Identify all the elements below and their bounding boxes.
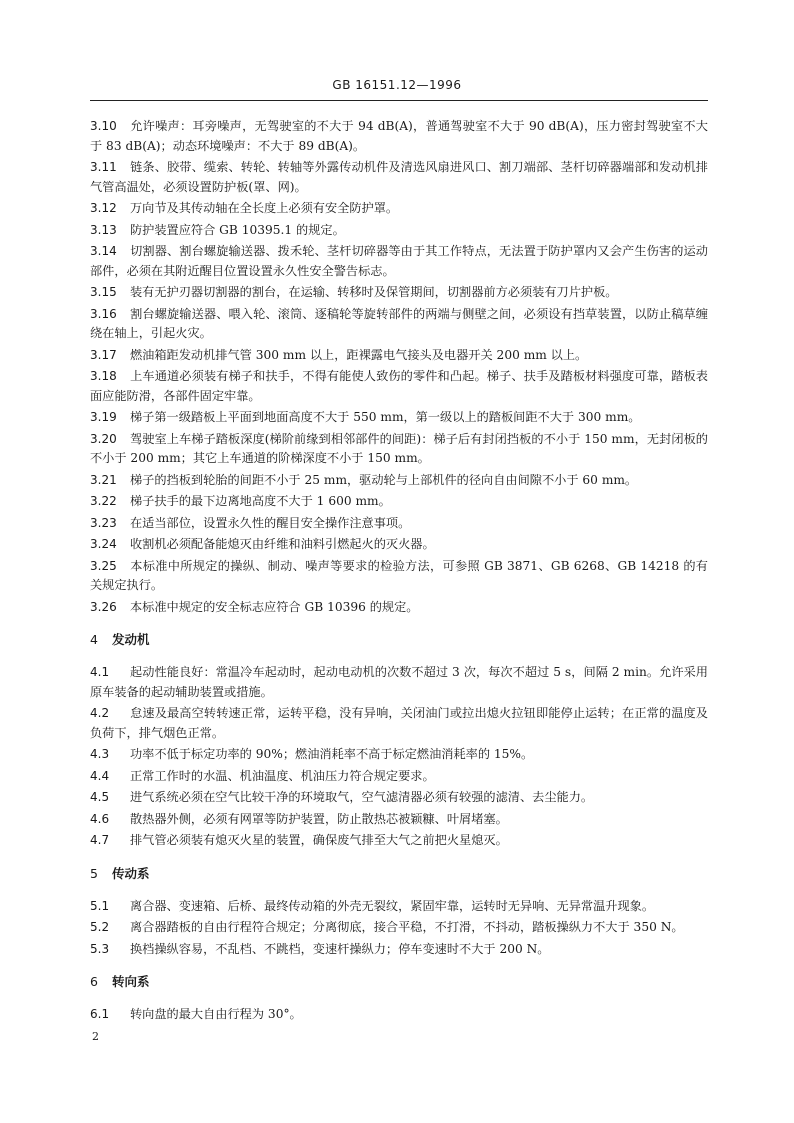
clause-item [90, 788, 708, 808]
clause-number: 3.19 [90, 410, 117, 424]
document-header [0, 78, 794, 92]
clause-number: 4.3 [90, 747, 110, 761]
clause-number: 3.21 [90, 472, 117, 487]
clause-text: 本标准中所规定的操纵、制动、噪声等要求的检验方法，可参照 GB 3871、GB 6268、GB 14218 的有关规定执行。 [90, 558, 708, 592]
clause-item [90, 492, 708, 512]
clause-number: 3.15 [90, 285, 117, 299]
clause-text: 切割器、割台螺旋输送器、拨禾轮、茎杆切碎器等由于其工作特点，无法置于防护罩内又会产生伤害的运动部件，必须在其附近醒目位置设置永久性安全警告标志。 [90, 244, 708, 278]
clause-text: 在适当部位，设置永久性的醒目安全操作注意事项。 [130, 515, 411, 530]
clause-item [90, 242, 708, 281]
clause-group-5 [90, 897, 708, 960]
clause-item [90, 535, 708, 555]
clause-item [90, 514, 708, 534]
clause-text: 离合器、变速箱、后桥、最终传动箱的外壳无裂纹，紧固牢靠，运转时无异响、无异常温升现象。 [130, 898, 655, 913]
clause-text: 正常工作时的水温、机油温度、机油压力符合规定要求。 [130, 768, 435, 783]
section-heading-engine [90, 631, 708, 649]
clause-number: 3.22 [90, 494, 117, 508]
clause-number: 3.24 [90, 537, 117, 551]
clause-number: 4.7 [90, 833, 110, 847]
clause-item [90, 704, 708, 743]
section-number: 4 [90, 632, 98, 647]
clause-text: 换档操纵容易，不乱档、不跳档，变速杆操纵力；停车变速时不大于 200 N。 [130, 941, 550, 956]
clause-text: 功率不低于标定功率的 90%；燃油消耗率不高于标定燃油消耗率的 15%。 [130, 747, 534, 761]
clause-number: 4.4 [90, 768, 110, 783]
clause-item [90, 940, 708, 960]
clause-text: 上车通道必须装有梯子和扶手，不得有能使人致伤的零件和凸起。梯子、扶手及踏板材料强度可靠，踏板表面应能防滑，各部件固定牢靠。 [90, 369, 708, 403]
clause-item [90, 598, 708, 618]
clause-item [90, 199, 708, 219]
clause-text: 割台螺旋输送器、喂入轮、滚筒、逐稿轮等旋转部件的两端与侧壁之间，必须设有挡草装置，以防止稿草缠绕在轴上，引起火灾。 [90, 306, 708, 340]
clause-text: 防护装置应符合 GB 10395.1 的规定。 [130, 222, 345, 237]
clause-text: 排气管必须装有熄灭火星的装置，确保废气排至大气之前把火星熄灭。 [130, 833, 508, 847]
section-title: 传动系 [112, 865, 150, 881]
document-body [90, 117, 708, 1027]
standard-code: GB 16151.12—1996 [332, 78, 462, 92]
clause-number: 4.1 [90, 665, 110, 679]
clause-text: 怠速及最高空转转速正常，运转平稳，没有异响，关闭油门或拉出熄火拉钮即能停止运转；在正常的温度及负荷下，排气烟色正常。 [90, 706, 708, 740]
clause-text: 起动性能良好：常温冷车起动时，起动电动机的次数不超过 3 次，每次不超过 5 s，间隔 2 min。允许采用原车装备的起动辅助装置或措施。 [90, 665, 708, 699]
clause-text: 转向盘的最大自由行程为 30°。 [130, 1007, 302, 1021]
clause-number: 3.10 [90, 119, 117, 133]
clause-text: 梯子第一级踏板上平面到地面高度不大于 550 mm，第一级以上的踏板间距不大于 300 mm。 [130, 410, 641, 424]
clause-item [90, 367, 708, 406]
clause-item [90, 346, 708, 366]
clause-number: 4.6 [90, 811, 110, 826]
clause-number: 5.2 [90, 920, 110, 934]
clause-number: 3.20 [90, 431, 117, 446]
clause-number: 3.16 [90, 306, 117, 321]
clause-number: 3.17 [90, 347, 117, 362]
clause-text: 本标准中规定的安全标志应符合 GB 10396 的规定。 [130, 599, 419, 614]
header-rule [90, 100, 708, 101]
clause-item [90, 471, 708, 491]
clause-number: 3.18 [90, 369, 117, 383]
clause-number: 3.12 [90, 201, 117, 215]
clause-group-3 [90, 117, 708, 617]
clause-number: 3.11 [90, 160, 117, 174]
clause-item [90, 810, 708, 830]
clause-item [90, 283, 708, 303]
clause-group-6 [90, 1005, 708, 1025]
clause-number: 3.25 [90, 558, 117, 573]
clause-number: 4.2 [90, 706, 110, 720]
clause-item [90, 663, 708, 702]
clause-text: 进气系统必须在空气比较干净的环境取气，空气滤清器必须有较强的滤清、去尘能力。 [130, 790, 594, 804]
clause-number: 3.23 [90, 515, 117, 530]
clause-item [90, 918, 708, 938]
clause-number: 3.14 [90, 244, 117, 258]
clause-text: 允许噪声：耳旁噪声，无驾驶室的不大于 94 dB(A)，普通驾驶室不大于 90 dB(A)，压力密封驾驶室不大于 83 dB(A)；动态环境噪声：不大于 89 dB(A)。 [90, 119, 708, 153]
clause-number: 6.1 [90, 1007, 110, 1021]
clause-number: 3.13 [90, 222, 117, 237]
section-number: 6 [90, 974, 98, 989]
section-heading-transmission [90, 865, 708, 883]
clause-text: 梯子扶手的最下边离地高度不大于 1 600 mm。 [130, 494, 391, 508]
clause-item [90, 1005, 708, 1025]
page-number: 2 [92, 1030, 99, 1043]
clause-item [90, 430, 708, 469]
clause-item [90, 767, 708, 787]
clause-number: 3.26 [90, 599, 117, 614]
clause-number: 5.3 [90, 941, 110, 956]
clause-item [90, 117, 708, 156]
clause-item [90, 408, 708, 428]
section-title: 发动机 [112, 632, 150, 647]
clause-number: 4.5 [90, 790, 110, 804]
clause-text: 驾驶室上车梯子踏板深度(梯阶前缘到相邻部件的间距)：梯子后有封闭挡板的不小于 150 mm，无封闭板的不小于 200 mm；其它上车通道的阶梯深度不小于 150 mm。 [90, 431, 708, 465]
section-number: 5 [90, 865, 98, 881]
clause-text: 燃油箱距发动机排气管 300 mm 以上，距裸露电气接头及电器开关 200 mm 以上。 [130, 347, 588, 362]
clause-group-4 [90, 663, 708, 851]
clause-item [90, 831, 708, 851]
clause-item [90, 557, 708, 596]
clause-text: 散热器外侧，必须有网罩等防护装置，防止散热芯被颖糠、叶屑堵塞。 [130, 811, 508, 826]
section-title: 转向系 [112, 974, 150, 989]
clause-item [90, 221, 708, 241]
clause-item [90, 745, 708, 765]
clause-text: 收割机必须配备能熄灭由纤维和油料引燃起火的灭火器。 [130, 537, 435, 551]
clause-text: 万向节及其传动轴在全长度上必须有安全防护罩。 [130, 201, 399, 215]
clause-text: 梯子的挡板到轮胎的间距不小于 25 mm，驱动轮与上部机件的径向自由间隙不小于 60 mm。 [130, 472, 638, 487]
section-heading-steering [90, 973, 708, 991]
clause-item [90, 897, 708, 917]
clause-number: 5.1 [90, 898, 110, 913]
clause-item [90, 158, 708, 197]
clause-item [90, 305, 708, 344]
clause-text: 链条、胶带、缆索、转轮、转轴等外露传动机件及清选风扇进风口、割刀端部、茎杆切碎器端部和发动机排气管高温处，必须设置防护板(罩、网)。 [90, 160, 708, 194]
clause-text: 离合器踏板的自由行程符合规定；分离彻底，接合平稳，不打滑，不抖动，踏板操纵力不大于 350 N。 [130, 920, 684, 934]
clause-text: 装有无护刃器切割器的割台，在运输、转移时及保管期间，切割器前方必须装有刀片护板。 [130, 285, 618, 299]
